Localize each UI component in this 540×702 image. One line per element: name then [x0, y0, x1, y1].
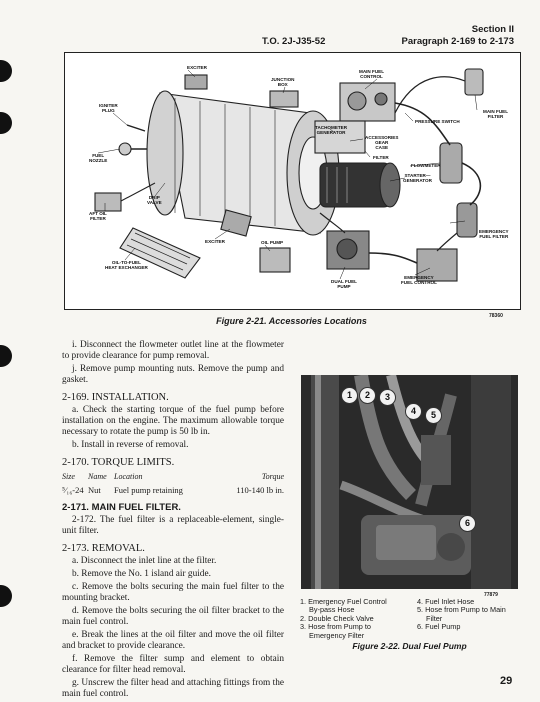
accessories-drawing	[65, 53, 520, 309]
torque-table-header	[62, 471, 284, 482]
step-2169-b: b. Install in reverse of removal.	[72, 440, 189, 450]
torque-row-torque: 110-140 lb in.	[236, 485, 284, 495]
label-starter-generator: STARTER— GENERATOR	[403, 173, 432, 183]
label-exciter-bottom: EXCITER	[205, 239, 225, 244]
torque-row-name: Nut	[88, 485, 101, 495]
binding-hole-mark	[0, 585, 12, 607]
torque-head-location: Location	[114, 472, 143, 481]
label-exciter-top: EXCITER	[187, 65, 207, 70]
label-aft-oil-filter: AFT OIL FILTER	[89, 211, 107, 221]
legend-item-3: 3. Hose from Pump to	[300, 622, 371, 632]
label-junction-box: JUNCTION BOX	[271, 77, 295, 87]
figure-accessories-locations	[64, 52, 521, 310]
torque-row-location: Fuel pump retaining	[114, 485, 183, 495]
label-dual-fuel-pump: DUAL FUEL PUMP	[331, 279, 357, 289]
callout-5: 5	[425, 407, 442, 424]
heading-removal: 2-173. REMOVAL.	[62, 543, 145, 554]
legend-item-1-cont: By-pass Hose	[309, 605, 355, 615]
callout-3: 3	[379, 389, 396, 406]
aft-oil-filter-shape	[95, 193, 121, 211]
flowmeter-shape	[440, 143, 462, 183]
binding-hole-mark	[0, 112, 12, 134]
label-fuel-nozzle: FUEL NOZZLE	[89, 153, 108, 163]
page-number: 29	[500, 675, 513, 687]
legend-item-2: 2. Double Check Valve	[300, 613, 374, 623]
starter-generator-shape	[320, 163, 400, 207]
paragraph-range: Paragraph 2-169 to 2-173	[401, 36, 514, 47]
dual-fuel-pump-photo	[301, 375, 518, 589]
label-flowmeter: FLOWMETER	[411, 163, 441, 168]
callout-4: 4	[405, 403, 422, 420]
junction-box-shape	[270, 91, 298, 107]
step-2169-a: a. Check the starting torque of the fuel pump before installation on the engine. The maximum allowable torque necessary to rotate the pump is 50 lb in.	[62, 405, 284, 437]
callout-6: 6	[459, 515, 476, 532]
label-main-fuel-control: MAIN FUEL CONTROL	[359, 69, 385, 79]
oil-pump-shape	[260, 248, 290, 272]
figure-2-number: 77879	[484, 592, 498, 598]
emergency-fuel-filter-shape	[457, 203, 477, 237]
exciter-shape	[185, 75, 207, 89]
figure-1-caption: Figure 2-21. Accessories Locations	[216, 316, 367, 326]
step-j: j. Remove pump mounting nuts. Remove the pump and gasket.	[62, 364, 284, 385]
dual-fuel-pump-shape	[327, 231, 369, 269]
label-filter: FILTER	[373, 155, 389, 160]
binding-hole-mark	[0, 345, 12, 367]
callout-1: 1	[341, 387, 358, 404]
section-label: Section II	[471, 24, 514, 35]
step-i: i. Disconnect the flowmeter outlet line at the flowmeter to provide clearance for pump removal.	[62, 340, 284, 361]
legend-item-5-cont: Filter	[426, 613, 443, 623]
heading-main-fuel-filter: 2-171. MAIN FUEL FILTER.	[62, 502, 181, 513]
torque-table-row	[62, 485, 284, 496]
step-2173-c: c. Remove the bolts securing the main fuel filter to the mounting bracket.	[62, 582, 284, 603]
legend-item-1: 1. Emergency Fuel Control	[300, 597, 387, 606]
legend-item-6: 6. Fuel Pump	[417, 622, 461, 632]
text-column	[62, 340, 284, 702]
heat-exchanger-shape	[120, 228, 200, 278]
step-2173-e: e. Break the lines at the oil filter and move the oil filter and bracket to provide clearance.	[62, 630, 284, 651]
torque-head-torque: Torque	[261, 472, 284, 481]
legend-item-3-cont: Emergency Filter	[309, 630, 365, 640]
legend-left	[300, 598, 387, 640]
label-emergency-fuel-filter: EMERGENCY FUEL FILTER	[479, 229, 509, 239]
para-2172: 2-172. The fuel filter is a replaceable-element, single-unit filter.	[62, 515, 284, 536]
figure-1-number: 78360	[489, 313, 503, 319]
label-oil-to-fuel-heat-exchanger: OIL-TO-FUEL HEAT EXCHANGER	[105, 260, 148, 270]
figure-2-caption: Figure 2-22. Dual Fuel Pump	[352, 641, 467, 651]
label-oil-pump: OIL PUMP	[261, 240, 284, 245]
step-2173-f: f. Remove the filter sump and element to obtain clearance for filter head removal.	[62, 654, 284, 675]
main-fuel-control-shape	[340, 83, 395, 121]
heading-installation: 2-169. INSTALLATION.	[62, 392, 169, 403]
step-2173-b: b. Remove the No. 1 island air guide.	[72, 569, 211, 579]
to-number: T.O. 2J-J35-52	[262, 36, 326, 47]
legend-right	[417, 598, 506, 632]
label-tachometer-generator: TACHOMETER GENERATOR	[315, 125, 348, 135]
step-2173-a: a. Disconnect the inlet line at the filter.	[72, 556, 217, 566]
legend-item-4: 4. Fuel Inlet Hose	[417, 597, 475, 606]
callout-2: 2	[359, 387, 376, 404]
label-main-fuel-filter: MAIN FUEL FILTER	[483, 109, 509, 119]
label-emergency-fuel-control: EMERGENCY FUEL CONTROL	[401, 275, 437, 285]
step-2173-d: d. Remove the bolts securing the oil filter bracket to the main fuel control.	[62, 606, 284, 627]
torque-row-size: ⁵⁄₁₆-24	[62, 485, 84, 495]
binding-hole-mark	[0, 60, 12, 82]
heading-torque-limits: 2-170. TORQUE LIMITS.	[62, 457, 175, 468]
legend-item-5: 5. Hose from Pump to Main	[417, 605, 506, 615]
main-fuel-filter-shape	[465, 69, 483, 95]
label-pressure-switch: PRESSURE SWITCH	[415, 119, 460, 124]
torque-head-name: Name	[88, 472, 107, 481]
label-drip-valve: DRIP VALVE	[147, 195, 162, 205]
label-igniter-plug: IGNITER PLUG	[99, 103, 118, 113]
torque-head-size: Size	[62, 472, 75, 481]
label-accessories-gear-case: ACCESSORIES GEAR CASE	[365, 135, 399, 150]
step-2173-g: g. Unscrew the filter head and attaching fittings from the main fuel control.	[62, 678, 284, 699]
